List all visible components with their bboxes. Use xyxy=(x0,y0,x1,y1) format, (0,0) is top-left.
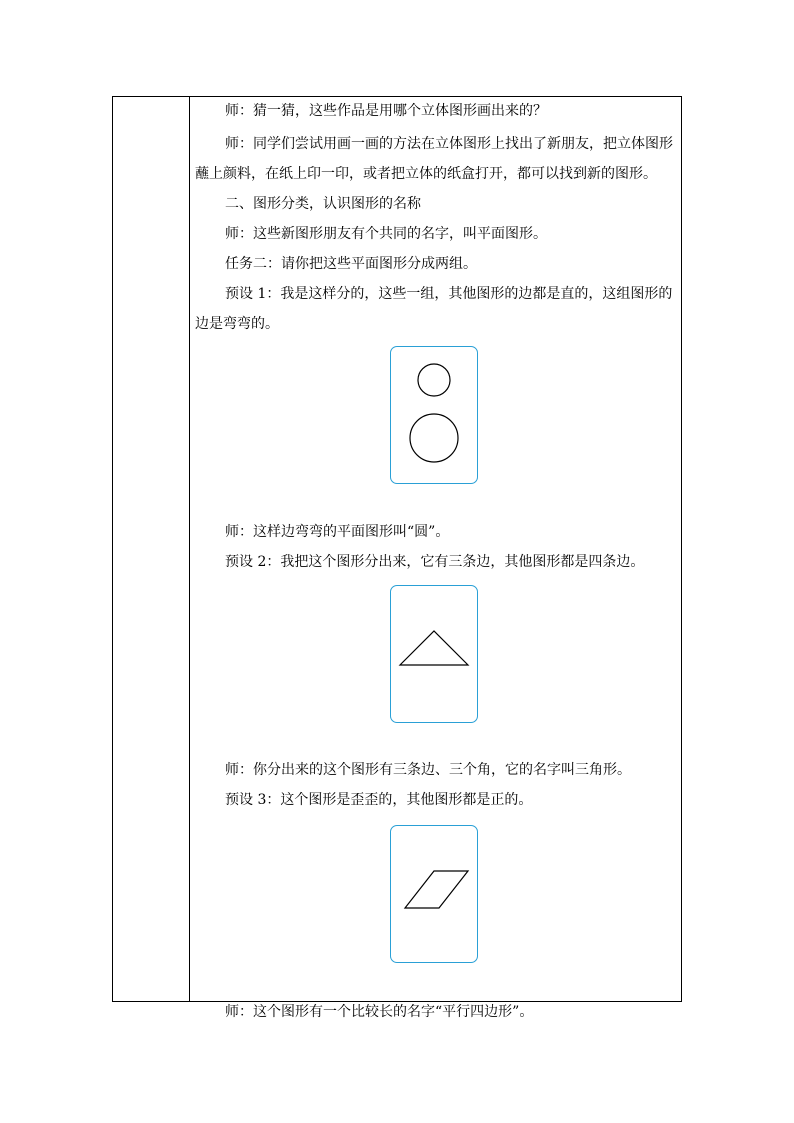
text-line-1: 师：猜一猜，这些作品是用哪个立体图形画出来的？ xyxy=(225,103,547,119)
text-line-8: 预设 2：我把这个图形分出来，它有三条边，其他图形都是四条边。 xyxy=(225,554,645,570)
circles-card xyxy=(390,346,478,484)
figure-triangle xyxy=(195,575,677,757)
circles-drawing xyxy=(391,347,479,485)
lesson-table xyxy=(112,96,682,1020)
text-line-6b: 边是弯弯的。 xyxy=(195,316,279,332)
content-cell xyxy=(195,97,677,1025)
text-line-11: 师：这个图形有一个比较长的名字“平行四边形”。 xyxy=(225,1004,534,1020)
small-circle xyxy=(418,364,450,396)
text-line-4: 师：这些新图形朋友有个共同的名字，叫平面图形。 xyxy=(225,226,547,242)
section-heading-2: 二、图形分类，认识图形的名称 xyxy=(225,196,421,212)
text-line-10: 预设 3：这个图形是歪歪的，其他图形都是正的。 xyxy=(225,792,533,808)
triangle-drawing xyxy=(391,586,479,724)
large-circle xyxy=(410,414,458,462)
figure-parallelogram xyxy=(195,813,677,999)
text-line-2b: 蘸上颜料，在纸上印一印，或者把立体的纸盒打开，都可以找到新的图形。 xyxy=(195,166,657,182)
triangle-card xyxy=(390,585,478,723)
column-divider xyxy=(189,97,190,1001)
text-line-7: 师：这样边弯弯的平面图形叫“圆”。 xyxy=(225,524,450,540)
triangle-shape xyxy=(400,631,468,665)
parallelogram-card xyxy=(390,825,478,963)
text-line-5: 任务二：请你把这些平面图形分成两组。 xyxy=(225,256,477,272)
figure-circles xyxy=(195,337,677,519)
text-line-9: 师：你分出来的这个图形有三条边、三个角，它的名字叫三角形。 xyxy=(225,762,631,778)
text-line-2a: 师：同学们尝试用画一画的方法在立体图形上找出了新朋友，把立体图形 xyxy=(225,136,673,152)
parallelogram-drawing xyxy=(391,826,479,964)
text-line-6a: 预设 1：我是这样分的，这些一组，其他图形的边都是直的，这组图形的 xyxy=(225,286,673,302)
parallelogram-shape xyxy=(405,871,468,908)
